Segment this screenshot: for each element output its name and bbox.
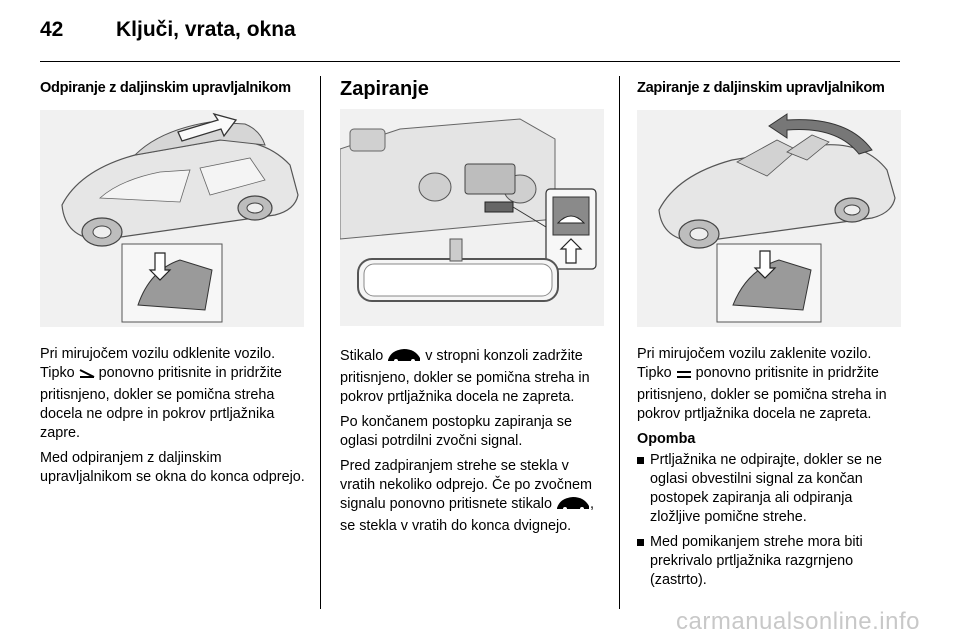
paragraph-closing-3: Pred zadpiranjem strehe se stekla v vratih nekoliko odprejo. Če po zvočnem signalu ponovno pritisnete stikalo , se stekla v vratih do konca dvignejo. xyxy=(340,458,594,534)
paragraph-closing-2: Po končanem postopku zapiranja se oglasi potrdilni zvočni signal. xyxy=(340,414,572,449)
lock-button-icon xyxy=(676,367,692,386)
page-title: Ključi, vrata, okna xyxy=(116,18,296,41)
column-divider-1 xyxy=(320,76,321,609)
paragraph-open-remote-2: Med odpiranjem z daljinskim upravljalnikom se okna do konca odprejo. xyxy=(40,450,305,485)
paragraph-closing-1: Stikalo v stropni konzoli zadržite pritisnjeno, dokler se pomična streha in pokrov prtljažnika docela ne zapreta. xyxy=(340,348,590,405)
bullet-square-icon xyxy=(637,539,644,546)
list-item: Prtljažnika ne odpirajte, dokler se ne oglasi obvestilni signal za končan postopek zapiranja ali odpiranja zložljive pomične strehe. xyxy=(637,451,903,527)
section-heading-closing: Zapiranje xyxy=(340,78,429,100)
column-divider-2 xyxy=(619,76,620,609)
bullet-square-icon xyxy=(637,457,644,464)
car-open-roof-illustration xyxy=(40,110,304,327)
note-list xyxy=(637,451,903,590)
figure-roof-console-switch xyxy=(340,109,604,326)
convertible-roof-switch-icon xyxy=(556,495,590,517)
page-number: 42 xyxy=(40,18,64,41)
paragraph-close-remote-1: Pri mirujočem vozilu zaklenite vozilo. Tipko ponovno pritisnite in pridržite pritisnjeno, dokler se pomična streha in pokrov prtljažnika docela ne zapreta. xyxy=(637,346,887,422)
list-item: Med pomikanjem strehe mora biti prekrivalo prtljažnika razgrnjeno (zastrto). xyxy=(637,533,903,590)
figure-car-opening-roof xyxy=(40,110,304,327)
column-close-remote xyxy=(637,72,903,596)
note-heading: Opomba xyxy=(637,431,696,447)
watermark: carmanualsonline.info xyxy=(676,608,920,635)
column-open-remote xyxy=(40,72,306,493)
page-header xyxy=(40,18,900,58)
section-heading-close-remote: Zapiranje z daljinskim upravljalnikom xyxy=(637,80,885,96)
paragraph-open-remote-1: Pri mirujočem vozilu odklenite vozilo. Tipko ponovno pritisnite in pridržite pritisnjeno, dokler se pomična streha docela ne odpre in pokrov prtljažnika zapre. xyxy=(40,346,282,441)
convertible-roof-switch-icon xyxy=(387,347,421,369)
section-heading-open-remote: Odpiranje z daljinskim upravljalnikom xyxy=(40,80,291,96)
unlock-button-icon xyxy=(79,367,95,386)
figure-car-closing-roof xyxy=(637,110,901,327)
car-close-roof-illustration xyxy=(637,110,901,327)
column-closing xyxy=(340,72,606,542)
roof-console-illustration xyxy=(340,109,604,326)
header-rule xyxy=(40,61,900,62)
